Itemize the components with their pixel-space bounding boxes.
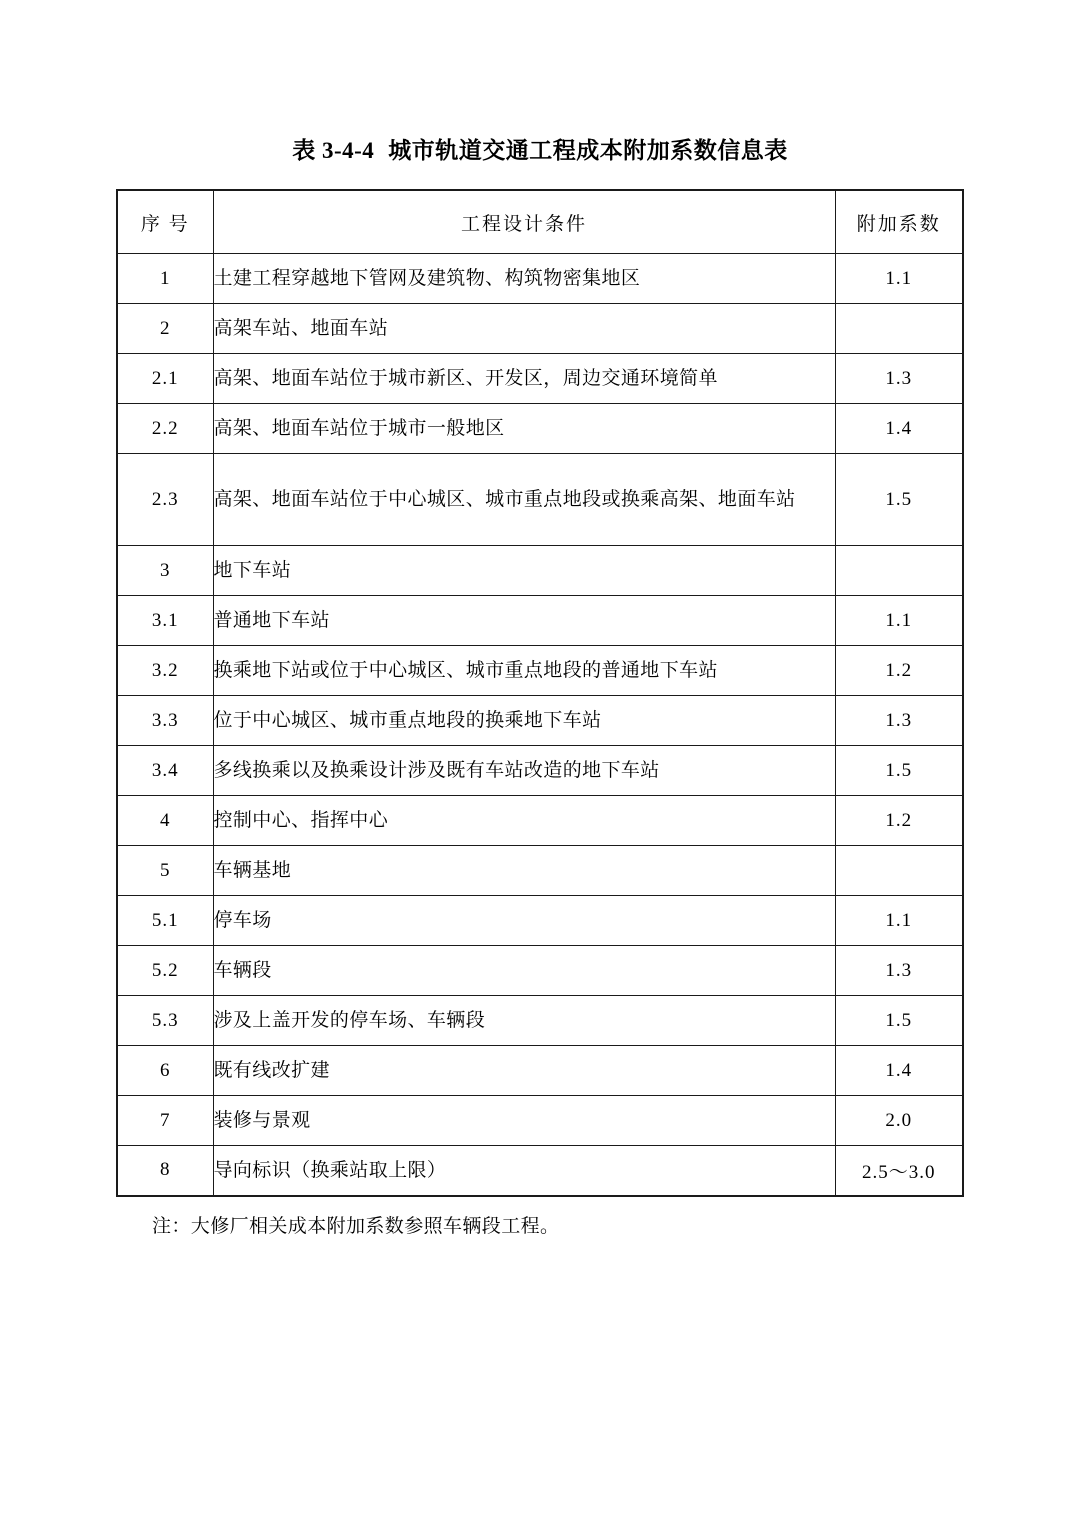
row-number: 7 [117, 1096, 213, 1146]
row-number: 3.4 [117, 746, 213, 796]
row-number: 1 [117, 254, 213, 304]
row-coefficient: 1.2 [835, 796, 963, 846]
table-row [117, 1146, 963, 1196]
row-condition: 既有线改扩建 [213, 1046, 835, 1096]
table-number: 表 3-4-4 [292, 138, 375, 163]
row-coefficient: 1.1 [835, 896, 963, 946]
table-body [117, 190, 963, 1196]
row-number: 3 [117, 546, 213, 596]
row-number: 4 [117, 796, 213, 846]
row-number: 2 [117, 304, 213, 354]
row-number: 3.1 [117, 596, 213, 646]
row-condition: 导向标识（换乘站取上限） [213, 1146, 835, 1196]
table-row [117, 796, 963, 846]
table-row [117, 304, 963, 354]
table-row [117, 696, 963, 746]
table-row [117, 596, 963, 646]
row-coefficient [835, 304, 963, 354]
table-row [117, 646, 963, 696]
header-coefficient: 附加系数 [835, 190, 963, 254]
row-coefficient: 1.1 [835, 254, 963, 304]
table-header-row [117, 190, 963, 254]
row-condition: 控制中心、指挥中心 [213, 796, 835, 846]
table-row [117, 1046, 963, 1096]
row-coefficient: 1.3 [835, 696, 963, 746]
table-row [117, 454, 963, 546]
header-condition: 工程设计条件 [213, 190, 835, 254]
row-condition: 位于中心城区、城市重点地段的换乘地下车站 [213, 696, 835, 746]
row-coefficient: 1.5 [835, 996, 963, 1046]
row-coefficient: 1.5 [835, 746, 963, 796]
row-coefficient: 2.0 [835, 1096, 963, 1146]
coefficient-table [116, 189, 964, 1197]
row-coefficient: 1.3 [835, 354, 963, 404]
row-coefficient: 1.4 [835, 404, 963, 454]
table-row [117, 354, 963, 404]
row-number: 2.3 [117, 454, 213, 546]
row-condition: 土建工程穿越地下管网及建筑物、构筑物密集地区 [213, 254, 835, 304]
row-number: 5.2 [117, 946, 213, 996]
table-row [117, 404, 963, 454]
row-condition: 地下车站 [213, 546, 835, 596]
table-title: 城市轨道交通工程成本附加系数信息表 [388, 138, 788, 163]
row-coefficient: 1.3 [835, 946, 963, 996]
row-condition: 高架车站、地面车站 [213, 304, 835, 354]
row-number: 5.3 [117, 996, 213, 1046]
header-no: 序 号 [117, 190, 213, 254]
row-coefficient: 1.4 [835, 1046, 963, 1096]
row-coefficient [835, 546, 963, 596]
table-row [117, 996, 963, 1046]
table-note: 注：大修厂相关成本附加系数参照车辆段工程。 [152, 1215, 560, 1237]
row-condition: 车辆段 [213, 946, 835, 996]
row-coefficient: 2.5～3.0 [835, 1146, 963, 1196]
row-condition: 高架、地面车站位于城市新区、开发区，周边交通环境简单 [213, 354, 835, 404]
row-number: 8 [117, 1146, 213, 1196]
table-row [117, 746, 963, 796]
row-condition: 多线换乘以及换乘设计涉及既有车站改造的地下车站 [213, 746, 835, 796]
row-coefficient: 1.1 [835, 596, 963, 646]
table-row [117, 946, 963, 996]
table-row [117, 254, 963, 304]
row-condition: 停车场 [213, 896, 835, 946]
row-condition: 高架、地面车站位于城市一般地区 [213, 404, 835, 454]
row-coefficient [835, 846, 963, 896]
row-coefficient: 1.2 [835, 646, 963, 696]
table-row [117, 1096, 963, 1146]
row-condition: 车辆基地 [213, 846, 835, 896]
page-title [0, 0, 1080, 165]
row-number: 2.2 [117, 404, 213, 454]
row-number: 3.2 [117, 646, 213, 696]
row-condition: 换乘地下站或位于中心城区、城市重点地段的普通地下车站 [213, 646, 835, 696]
table-row [117, 846, 963, 896]
row-condition: 高架、地面车站位于中心城区、城市重点地段或换乘高架、地面车站 [213, 454, 835, 546]
row-coefficient: 1.5 [835, 454, 963, 546]
row-number: 6 [117, 1046, 213, 1096]
row-number: 5.1 [117, 896, 213, 946]
row-condition: 普通地下车站 [213, 596, 835, 646]
table-row [117, 896, 963, 946]
row-number: 5 [117, 846, 213, 896]
row-condition: 装修与景观 [213, 1096, 835, 1146]
table-row [117, 546, 963, 596]
row-condition: 涉及上盖开发的停车场、车辆段 [213, 996, 835, 1046]
row-number: 2.1 [117, 354, 213, 404]
row-number: 3.3 [117, 696, 213, 746]
